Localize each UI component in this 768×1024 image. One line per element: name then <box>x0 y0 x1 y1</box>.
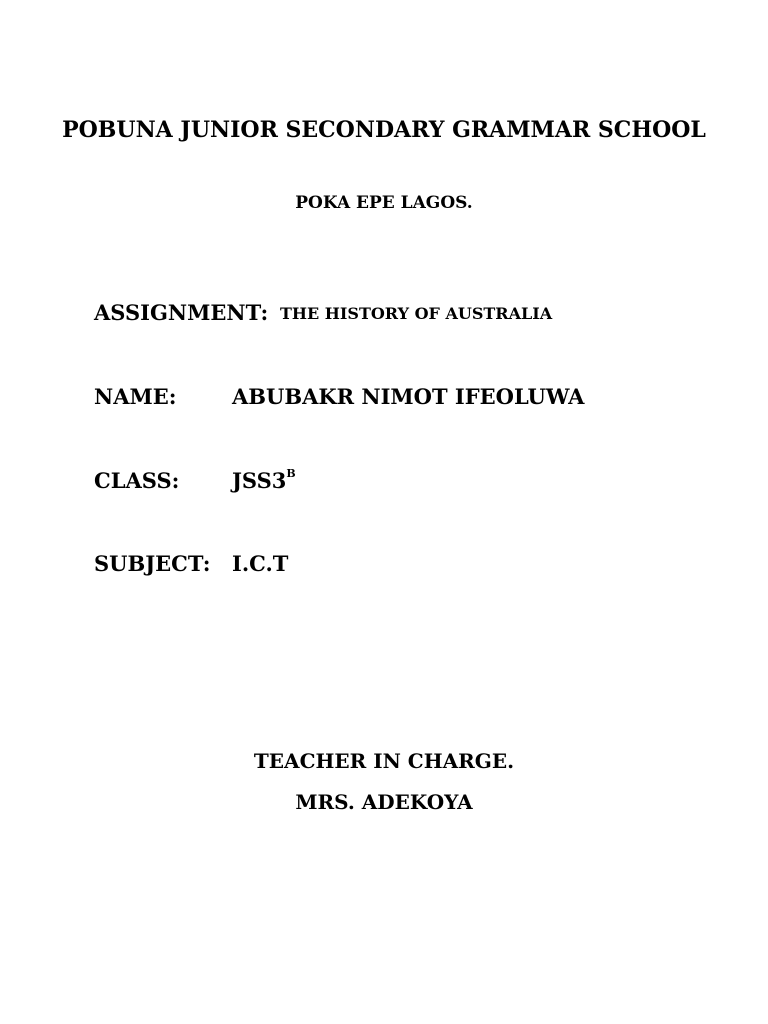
name-value: ABUBAKR NIMOT IFEOLUWA <box>232 384 585 409</box>
teacher-heading: TEACHER IN CHARGE. <box>253 749 515 773</box>
school-address: POKA EPE LAGOS. <box>295 193 473 213</box>
name-label: NAME: <box>94 384 177 409</box>
subject-value: I.C.T <box>232 551 289 576</box>
class-value-text: JSS3 <box>232 468 287 493</box>
assignment-value: THE HISTORY OF AUSTRALIA <box>280 304 553 323</box>
subject-label: SUBJECT: <box>94 551 211 576</box>
school-name: POBUNA JUNIOR SECONDARY GRAMMAR SCHOOL <box>62 117 706 143</box>
class-value <box>232 468 296 493</box>
class-superscript: B <box>286 467 296 480</box>
class-label: CLASS: <box>94 468 180 493</box>
assignment-label: ASSIGNMENT: <box>94 300 269 325</box>
teacher-name: MRS. ADEKOYA <box>295 790 473 814</box>
